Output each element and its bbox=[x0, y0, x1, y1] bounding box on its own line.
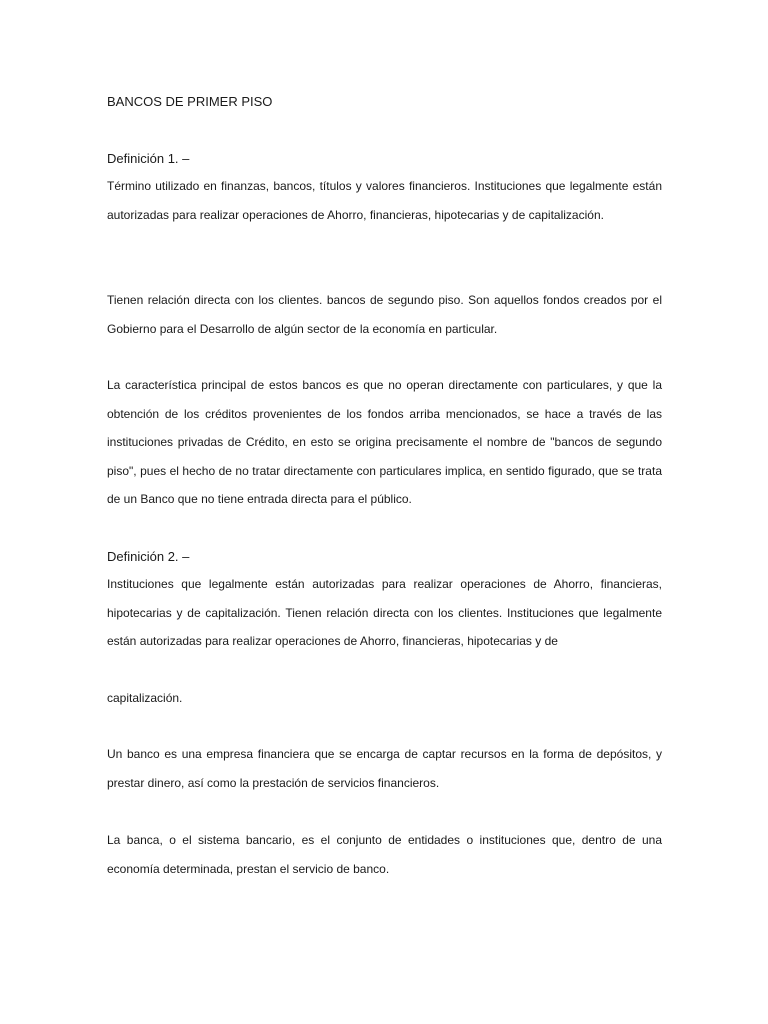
definition-2-paragraph-3: La banca, o el sistema bancario, es el conjunto de entidades o instituciones que, dentro de una economía determinada, prestan el servicio de banco. bbox=[107, 833, 662, 876]
definition-1-paragraph-2: Tienen relación directa con los clientes. bancos de segundo piso. Son aquellos fondos creados por el Gobierno para el Desarrollo de algún sector de la economía en particular. bbox=[107, 293, 662, 336]
document-title: BANCOS DE PRIMER PISO bbox=[107, 94, 273, 109]
definition-1-paragraph-3: La característica principal de estos bancos es que no operan directamente con particulares, y que la obtención de los créditos provenientes de los fondos arriba mencionados, se hace a través de las instituciones privadas de Crédito, en esto se origina precisamente el nombre de "bancos de segundo piso", pues el hecho de no tratar directamente con particulares implica, en sentido figurado, que se trata de un Banco que no tiene entrada directa para el público. bbox=[107, 378, 662, 506]
definition-2-paragraph-2: Un banco es una empresa financiera que se encarga de captar recursos en la forma de depósitos, y prestar dinero, así como la prestación de servicios financieros. bbox=[107, 747, 662, 790]
definition-1-heading: Definición 1. – bbox=[107, 151, 190, 166]
definition-2-heading: Definición 2. – bbox=[107, 549, 190, 564]
definition-2-paragraph-1-tail: capitalización. bbox=[107, 691, 183, 705]
definition-2-paragraph-1: Instituciones que legalmente están autorizadas para realizar operaciones de Ahorro, financieras, hipotecarias y de capitalización. Tienen relación directa con los clientes. Instituciones que legalmente están autorizadas para realizar operaciones de Ahorro, financieras, hipotecarias y de bbox=[107, 577, 662, 648]
definition-1-paragraph-1: Término utilizado en finanzas, bancos, títulos y valores financieros. Instituciones que legalmente están autorizadas para realizar operaciones de Ahorro, financieras, hipotecarias y de capitalización. bbox=[107, 179, 662, 222]
